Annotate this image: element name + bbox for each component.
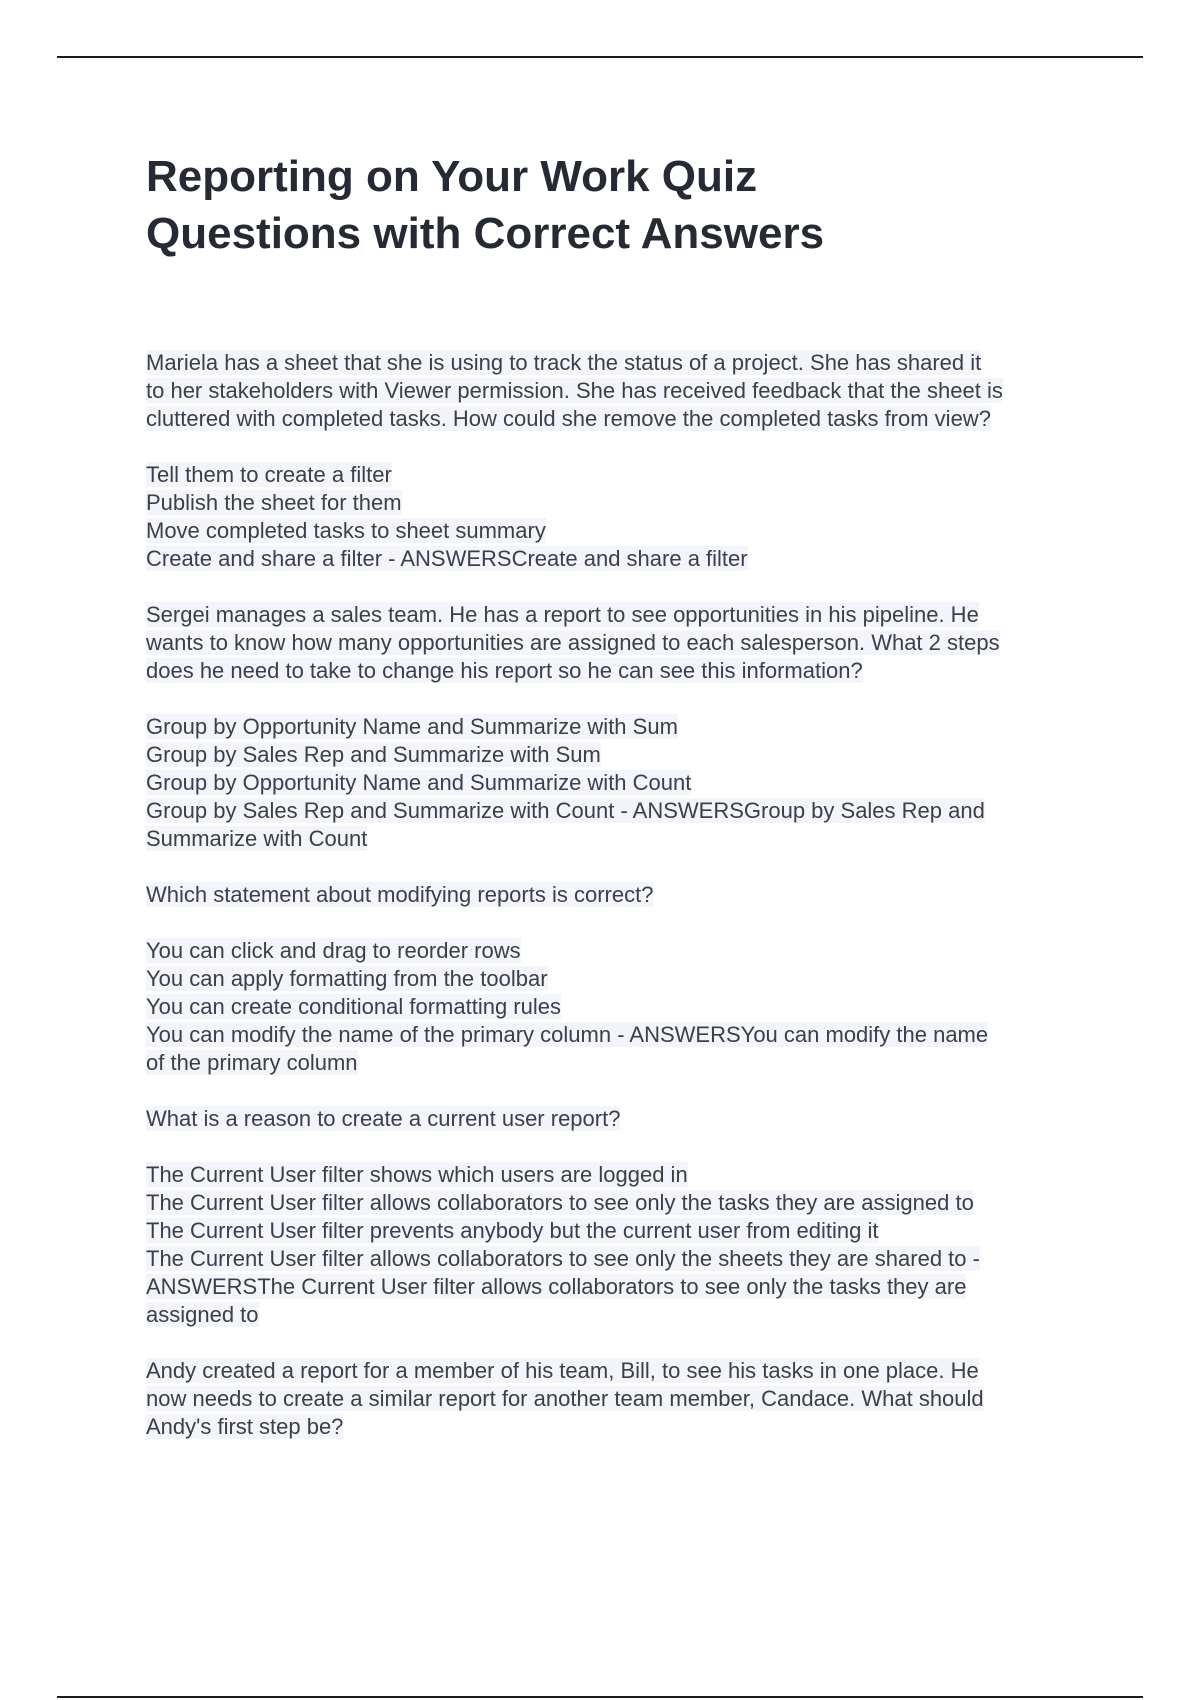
answer-line xyxy=(146,1217,1096,1245)
text-run: cluttered with completed tasks. How could she remove the completed tasks from view? xyxy=(146,406,991,431)
answer-line xyxy=(146,937,1096,965)
text-run: to her stakeholders with Viewer permission. She has received feedback that the sheet is xyxy=(146,378,1003,403)
text-run: Tell them to create a filter xyxy=(146,462,392,487)
question-line xyxy=(146,349,1096,377)
answer-options-block xyxy=(146,937,1096,1077)
question-line xyxy=(146,377,1096,405)
question-line xyxy=(146,881,1096,909)
title-line: Questions with Correct Answers xyxy=(146,209,825,258)
question-line xyxy=(146,1413,1096,1441)
answer-line xyxy=(146,1245,1096,1273)
text-run: You can create conditional formatting rules xyxy=(146,994,561,1019)
question-block xyxy=(146,1105,1096,1133)
answer-line xyxy=(146,1049,1096,1077)
question-block xyxy=(146,1357,1096,1441)
answer-options-block xyxy=(146,713,1096,853)
text-run: Sergei manages a sales team. He has a report to see opportunities in his pipeline. He xyxy=(146,602,979,627)
text-run: Group by Opportunity Name and Summarize with Count xyxy=(146,770,692,795)
answer-line xyxy=(146,993,1096,1021)
text-run: What is a reason to create a current user report? xyxy=(146,1106,621,1131)
text-run: Publish the sheet for them xyxy=(146,490,402,515)
text-run: does he need to take to change his report so he can see this information? xyxy=(146,658,863,683)
question-line xyxy=(146,1357,1096,1385)
text-run: You can click and drag to reorder rows xyxy=(146,938,521,963)
text-run: Group by Sales Rep and Summarize with Count - ANSWERSGroup by Sales Rep and xyxy=(146,798,985,823)
text-run: The Current User filter prevents anybody but the current user from editing it xyxy=(146,1218,879,1243)
answer-line xyxy=(146,545,1096,573)
text-run: ANSWERSThe Current User filter allows collaborators to see only the tasks they are xyxy=(146,1274,967,1299)
answer-line xyxy=(146,1021,1096,1049)
answer-line xyxy=(146,1273,1096,1301)
question-line xyxy=(146,657,1096,685)
question-line xyxy=(146,629,1096,657)
text-run: of the primary column xyxy=(146,1050,358,1075)
question-block xyxy=(146,601,1096,685)
answer-line xyxy=(146,797,1096,825)
answer-line xyxy=(146,1301,1096,1329)
answer-options-block xyxy=(146,461,1096,573)
text-run: Group by Opportunity Name and Summarize with Sum xyxy=(146,714,678,739)
answer-line xyxy=(146,461,1096,489)
document-title xyxy=(146,148,1096,262)
text-run: assigned to xyxy=(146,1302,259,1327)
question-line xyxy=(146,601,1096,629)
question-line xyxy=(146,405,1096,433)
question-answer-list xyxy=(146,349,1096,1441)
text-run: Andy's first step be? xyxy=(146,1414,344,1439)
answer-line xyxy=(146,1161,1096,1189)
text-run: You can apply formatting from the toolbar xyxy=(146,966,548,991)
text-run: now needs to create a similar report for another team member, Candace. What should xyxy=(146,1386,984,1411)
text-run: wants to know how many opportunities are assigned to each salesperson. What 2 steps xyxy=(146,630,1000,655)
question-block xyxy=(146,349,1096,433)
answer-line xyxy=(146,769,1096,797)
question-line xyxy=(146,1105,1096,1133)
text-run: Which statement about modifying reports is correct? xyxy=(146,882,654,907)
text-run: The Current User filter allows collaborators to see only the tasks they are assigned to xyxy=(146,1190,974,1215)
answer-line xyxy=(146,489,1096,517)
top-rule xyxy=(57,56,1143,58)
answer-options-block xyxy=(146,1161,1096,1329)
answer-line xyxy=(146,741,1096,769)
answer-line xyxy=(146,965,1096,993)
text-run: Create and share a filter - ANSWERSCreate and share a filter xyxy=(146,546,748,571)
answer-line xyxy=(146,517,1096,545)
text-run: You can modify the name of the primary column - ANSWERSYou can modify the name xyxy=(146,1022,989,1047)
text-run: Summarize with Count xyxy=(146,826,368,851)
text-run: Group by Sales Rep and Summarize with Sum xyxy=(146,742,601,767)
answer-line xyxy=(146,1189,1096,1217)
document-body xyxy=(146,148,1096,1469)
bottom-rule xyxy=(57,1696,1143,1698)
answer-line xyxy=(146,713,1096,741)
title-line: Reporting on Your Work Quiz xyxy=(146,152,758,201)
text-run: The Current User filter shows which users are logged in xyxy=(146,1162,688,1187)
question-block xyxy=(146,881,1096,909)
question-line xyxy=(146,1385,1096,1413)
text-run: Andy created a report for a member of his team, Bill, to see his tasks in one place. He xyxy=(146,1358,979,1383)
text-run: Mariela has a sheet that she is using to track the status of a project. She has shared it xyxy=(146,350,982,375)
text-run: The Current User filter allows collaborators to see only the sheets they are shared to - xyxy=(146,1246,980,1271)
answer-line xyxy=(146,825,1096,853)
text-run: Move completed tasks to sheet summary xyxy=(146,518,546,543)
